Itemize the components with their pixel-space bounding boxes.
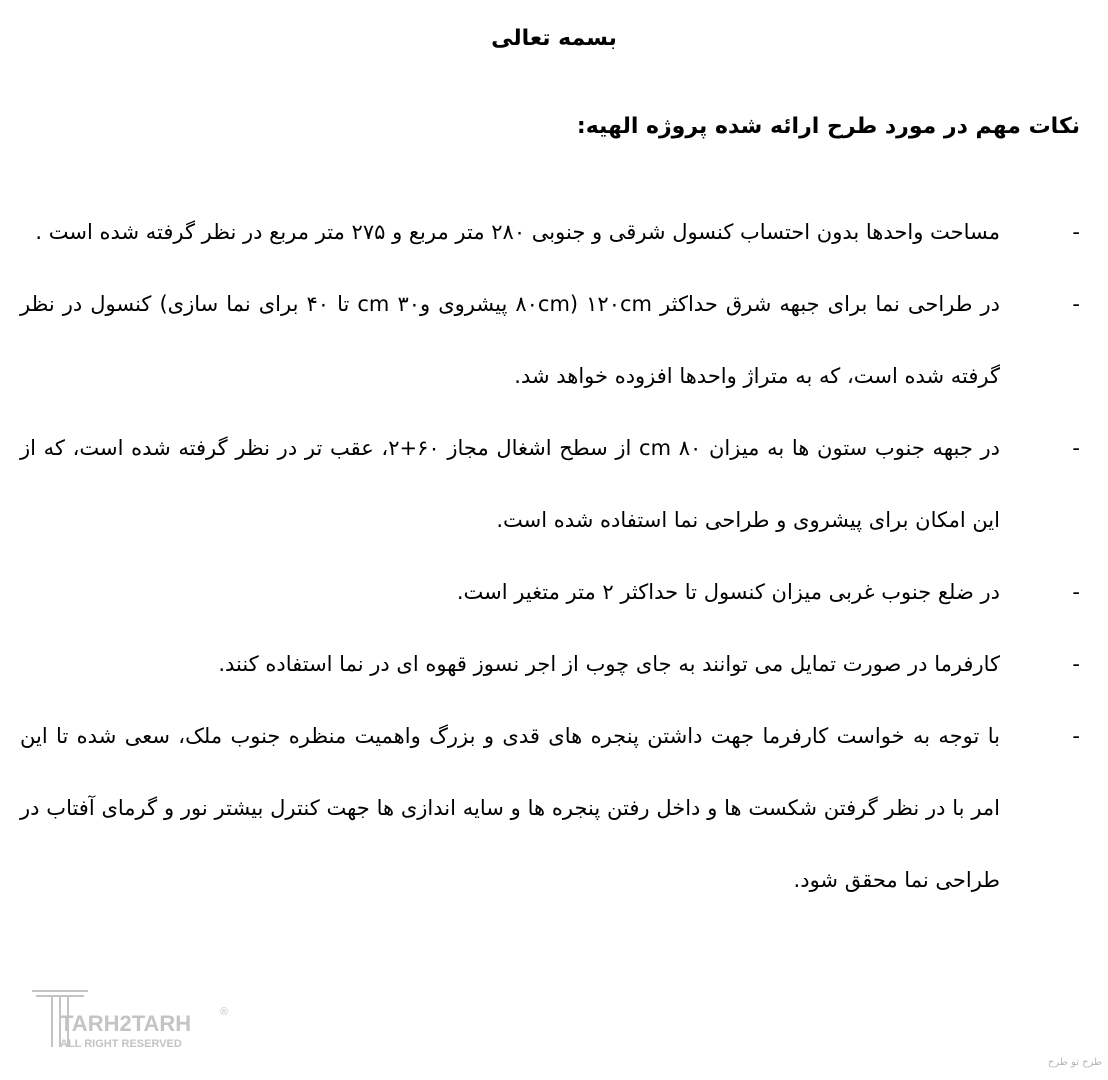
logo-wordmark: TARH2TARH (60, 1011, 192, 1036)
bullet-dash: - (1072, 652, 1080, 676)
corner-watermark: طرح تو طرح (1047, 1057, 1102, 1068)
bullet-dash: - (1072, 292, 1080, 316)
list-item-text: با توجه به خواست کارفرما جهت داشتن پنجره های قدی و بزرگ واهمیت منظره جنوب ملک، سعی شده تا این امر با در نظر گرفتن شکست ها و داخل رفتن پنجره ها و سایه اندازی ها جهت کنترل بیشتر نور و گرمای آفتاب در طراحی نما محقق شود. (20, 724, 1000, 892)
bullet-dash: - (1072, 436, 1080, 460)
bullet-dash: - (1072, 220, 1080, 244)
list-item (20, 556, 1080, 628)
list-item-text: کارفرما در صورت تمایل می توانند به جای چوب از اجر نسوز قهوه ای در نما استفاده کنند. (218, 652, 1000, 676)
list-item-text: در طراحی نما برای جبهه شرق حداکثر ۱۲۰cm (۸۰cm پیشروی و۳۰ cm تا ۴۰ برای نما سازی) کنسول در نظر گرفته شده است، که به متراژ واحدها افزوده خواهد شد. (20, 292, 1001, 388)
logo-tagline: ALL RIGHT RESERVED (60, 1038, 182, 1050)
list-item-text: مساحت واحدها بدون احتساب کنسول شرقی و جنوبی ۲۸۰ متر مربع و ۲۷۵ متر مربع در نظر گرفته شده است . (35, 220, 1000, 244)
list-item (20, 412, 1080, 556)
registered-mark: ® (220, 1006, 229, 1018)
tarh2tarh-logo (30, 985, 235, 1053)
bullet-dash: - (1072, 724, 1080, 748)
list-item-text: در ضلع جنوب غربی میزان کنسول تا حداکثر ۲ متر متغیر است. (456, 580, 1000, 604)
list-item (20, 268, 1080, 412)
list-item (20, 700, 1080, 916)
document-subheading: نکات مهم در مورد طرح ارائه شده پروژه الهیه: (576, 114, 1080, 139)
bullet-dash: - (1072, 580, 1080, 604)
list-item (20, 196, 1080, 268)
document-heading: بسمه تعالی (491, 26, 617, 51)
list-item-text: در جبهه جنوب ستون ها به میزان ۸۰ cm از سطح اشغال مجاز ۶۰+۲، عقب تر در نظر گرفته شده است، که از این امکان برای پیشروی و طراحی نما استفاده شده است. (20, 436, 1000, 532)
list-item (20, 628, 1080, 700)
notes-list (20, 196, 1080, 916)
